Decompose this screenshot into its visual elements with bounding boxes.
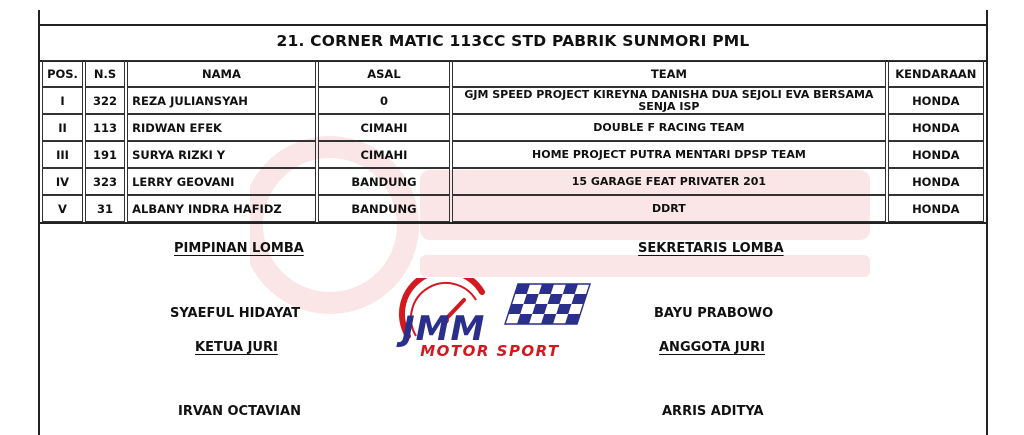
cell-ns: 113 xyxy=(85,114,125,141)
cell-nama: REZA JULIANSYAH xyxy=(127,87,316,114)
cell-team: HOME PROJECT PUTRA MENTARI DPSP TEAM xyxy=(452,141,885,168)
cell-kendaraan: HONDA xyxy=(888,168,984,195)
column-header-asal: ASAL xyxy=(318,60,450,87)
column-header-ns: N.S xyxy=(85,60,125,87)
cell-ns: 31 xyxy=(85,195,125,222)
pimpinan-lomba-label: PIMPINAN LOMBA xyxy=(174,241,304,256)
cell-team: GJM SPEED PROJECT KIREYNA DANISHA DUA SEJOLI EVA BERSAMA SENJA ISP xyxy=(452,87,885,114)
ketua-juri-label: KETUA JURI xyxy=(195,340,278,355)
table-row xyxy=(42,195,984,222)
svg-text:JMM: JMM xyxy=(402,309,486,348)
sekretaris-lomba-label: SEKRETARIS LOMBA xyxy=(638,241,784,256)
cell-team: DOUBLE F RACING TEAM xyxy=(452,114,885,141)
cell-nama: RIDWAN EFEK xyxy=(127,114,316,141)
cell-pos: III xyxy=(42,141,83,168)
cell-team: DDRT xyxy=(452,195,885,222)
cell-kendaraan: HONDA xyxy=(888,114,984,141)
table-row xyxy=(42,141,984,168)
ketua-juri-name: IRVAN OCTAVIAN xyxy=(178,404,301,419)
cell-ns: 191 xyxy=(85,141,125,168)
column-header-nama: NAMA xyxy=(127,60,316,87)
cell-nama: LERRY GEOVANI xyxy=(127,168,316,195)
logo-motor-sport-text: MOTOR SPORT xyxy=(420,342,560,360)
table-row xyxy=(42,114,984,141)
page-title: 21. CORNER MATIC 113CC STD PABRIK SUNMORI PML xyxy=(40,24,986,62)
column-header-kendaraan: KENDARAAN xyxy=(888,60,984,87)
jmm-logo-icon xyxy=(390,278,630,348)
cell-kendaraan: HONDA xyxy=(888,87,984,114)
cell-pos: V xyxy=(42,195,83,222)
cell-asal: BANDUNG xyxy=(318,168,450,195)
column-header-pos: POS. xyxy=(42,60,83,87)
cell-nama: SURYA RIZKI Y xyxy=(127,141,316,168)
cell-team: 15 GARAGE FEAT PRIVATER 201 xyxy=(452,168,885,195)
results-sheet xyxy=(38,10,988,435)
results-table xyxy=(40,60,986,222)
cell-asal: CIMAHI xyxy=(318,114,450,141)
jmm-motor-sport-logo xyxy=(390,278,630,378)
table-row xyxy=(42,168,984,195)
table-row xyxy=(42,87,984,114)
cell-pos: II xyxy=(42,114,83,141)
column-header-team: TEAM xyxy=(452,60,885,87)
cell-kendaraan: HONDA xyxy=(888,141,984,168)
cell-pos: IV xyxy=(42,168,83,195)
cell-asal: BANDUNG xyxy=(318,195,450,222)
cell-asal: 0 xyxy=(318,87,450,114)
table-bottom-divider xyxy=(40,222,986,224)
pimpinan-lomba-name: SYAEFUL HIDAYAT xyxy=(170,306,301,321)
cell-asal: CIMAHI xyxy=(318,141,450,168)
cell-nama: ALBANY INDRA HAFIDZ xyxy=(127,195,316,222)
anggota-juri-name: ARRIS ADITYA xyxy=(662,404,764,419)
cell-pos: I xyxy=(42,87,83,114)
cell-kendaraan: HONDA xyxy=(888,195,984,222)
cell-ns: 323 xyxy=(85,168,125,195)
table-header-row xyxy=(42,60,984,87)
sekretaris-lomba-name: BAYU PRABOWO xyxy=(654,306,774,321)
anggota-juri-label: ANGGOTA JURI xyxy=(659,340,766,355)
cell-ns: 322 xyxy=(85,87,125,114)
